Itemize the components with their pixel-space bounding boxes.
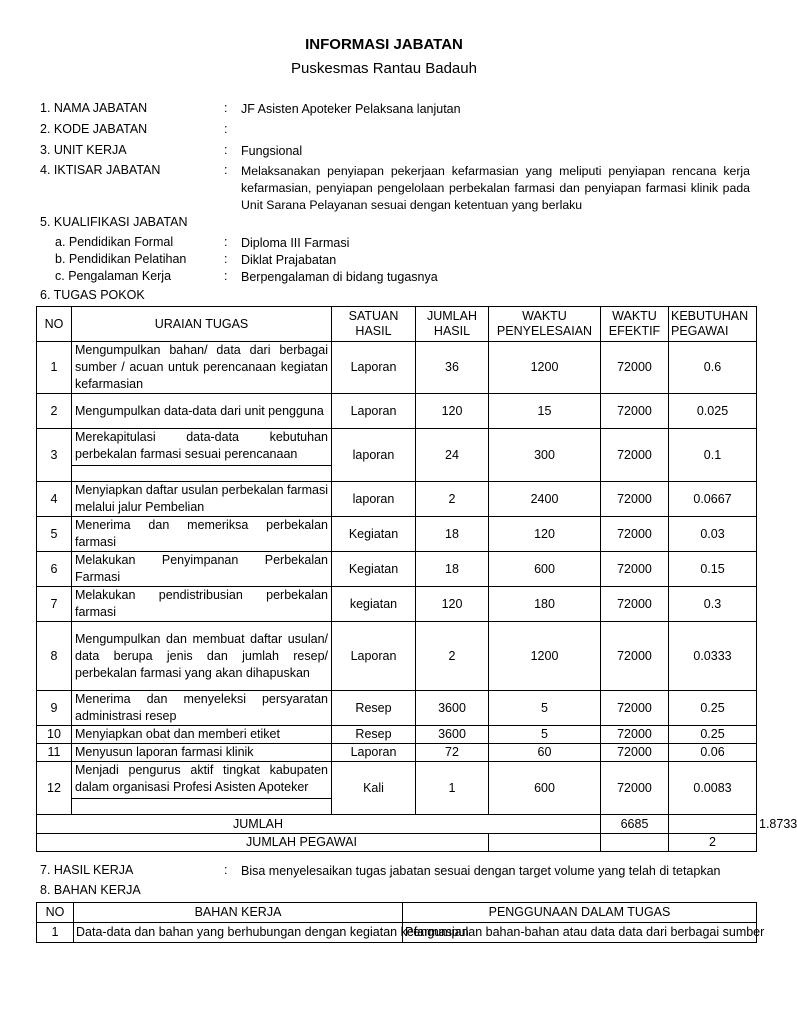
jumlah-pegawai-blank <box>601 834 669 852</box>
cell-efektif: 72000 <box>601 517 669 552</box>
field-separator: : <box>224 143 228 157</box>
field-separator: : <box>224 863 228 877</box>
cell-uraian: Menyiapkan obat dan memberi etiket <box>72 726 332 744</box>
cell-jumlah: 120 <box>416 394 489 429</box>
header-no: NO <box>37 307 72 342</box>
cell-waktu: 60 <box>489 744 601 762</box>
cell-kebutuhan: 0.0333 <box>669 622 757 691</box>
cell-waktu: 180 <box>489 587 601 622</box>
table-header-row <box>37 903 757 923</box>
field-separator: : <box>224 122 228 136</box>
field-separator: : <box>224 269 228 283</box>
table-row <box>37 744 757 762</box>
table-header-row <box>37 307 757 342</box>
page-title: INFORMASI JABATAN <box>305 36 463 53</box>
cell-uraian: Menyiapkan daftar usulan perbekalan farmasi melalui jalur Pembelian <box>72 482 332 517</box>
cell-waktu: 2400 <box>489 482 601 517</box>
bahan-kerja-table <box>36 902 765 943</box>
jumlah-pegawai-blank <box>489 834 601 852</box>
field-value: Fungsional <box>241 144 303 158</box>
header-efektif: WAKTU EFEKTIF <box>601 307 669 342</box>
cell-uraian: Melakukan Penyimpanan Perbekalan Farmasi <box>72 552 332 587</box>
cell-uraian: Mengumpulkan dan membuat daftar usulan/ data berupa jenis dan jumlah resep/ perbekalan farmasi yang akan dihapuskan <box>72 622 332 691</box>
cell-satuan: Resep <box>332 691 416 726</box>
cell-kebutuhan: 0.06 <box>669 744 757 762</box>
cell-no: 12 <box>37 762 72 815</box>
cell-uraian: Melakukan pendistribusian perbekalan farmasi <box>72 587 332 622</box>
cell-waktu: 600 <box>489 762 601 815</box>
cell-no: 5 <box>37 517 72 552</box>
jumlah-row: JUMLAH 6685 1.8733 <box>37 815 757 834</box>
cell-jumlah: 24 <box>416 429 489 482</box>
table-row <box>37 517 757 552</box>
cell-satuan: kegiatan <box>332 587 416 622</box>
table-row <box>37 342 757 394</box>
cell-jumlah: 120 <box>416 587 489 622</box>
field-separator: : <box>224 252 228 266</box>
cell-divider <box>72 465 331 481</box>
field-label: 2. KODE JABATAN <box>40 122 148 136</box>
cell-waktu: 5 <box>489 726 601 744</box>
field-iktisar-jabatan <box>40 163 750 215</box>
cell-satuan: Laporan <box>332 744 416 762</box>
table-row <box>37 587 757 622</box>
table-row <box>37 691 757 726</box>
header-uraian: URAIAN TUGAS <box>72 307 332 342</box>
field-unit-kerja <box>40 143 750 160</box>
section-bahan-kerja: 8. BAHAN KERJA <box>40 883 141 897</box>
cell-jumlah: 2 <box>416 622 489 691</box>
table-row <box>37 552 757 587</box>
header-penggunaan: PENGGUNAAN DALAM TUGAS <box>403 903 757 923</box>
cell-satuan: Laporan <box>332 342 416 394</box>
cell-no: 10 <box>37 726 72 744</box>
cell-efektif: 72000 <box>601 762 669 815</box>
field-label: 1. NAMA JABATAN <box>40 101 148 115</box>
header-waktu: WAKTU PENYELESAIAN <box>489 307 601 342</box>
field-value: Melaksanakan penyiapan pekerjaan kefarmasian yang meliputi penyiapan rencana kerja kefarmasian, penyiapan pengelolaan perbekalan farmasi dan penyiapan farmasi klinik pada Unit Sarana Pelayanan sesuai dengan ketentuan yang berlaku <box>241 164 750 212</box>
cell-satuan: Resep <box>332 726 416 744</box>
cell-uraian <box>72 429 332 482</box>
field-value: JF Asisten Apoteker Pelaksana lanjutan <box>241 102 461 116</box>
cell-no: 1 <box>37 923 74 943</box>
table-row <box>37 923 757 943</box>
cell-kebutuhan: 0.1 <box>669 429 757 482</box>
field-pendidikan-pelatihan <box>40 252 750 269</box>
header-no: NO <box>37 903 74 923</box>
section-tugas-pokok: 6. TUGAS POKOK <box>40 288 145 302</box>
cell-satuan: Kegiatan <box>332 517 416 552</box>
field-value: Bisa menyelesaikan tugas jabatan sesuai dengan target volume yang telah di tetapkan <box>241 864 721 878</box>
cell-no: 3 <box>37 429 72 482</box>
header-jumlah: JUMLAH HASIL <box>416 307 489 342</box>
cell-jumlah: 1 <box>416 762 489 815</box>
cell-jumlah: 3600 <box>416 726 489 744</box>
cell-waktu: 1200 <box>489 342 601 394</box>
cell-efektif: 72000 <box>601 342 669 394</box>
header-satuan: SATUAN HASIL <box>332 307 416 342</box>
cell-satuan: Kali <box>332 762 416 815</box>
header-kebutuhan: KEBUTUHAN PEGAWAI <box>669 307 757 342</box>
section-kualifikasi: 5. KUALIFIKASI JABATAN <box>40 215 188 229</box>
cell-jumlah: 18 <box>416 552 489 587</box>
cell-bahan: Data-data dan bahan yang berhubungan dengan kegiatan kefarmasian <box>74 923 403 943</box>
cell-satuan: Laporan <box>332 394 416 429</box>
table-row <box>37 482 757 517</box>
cell-efektif: 72000 <box>601 587 669 622</box>
cell-satuan: laporan <box>332 482 416 517</box>
cell-uraian: Mengumpulkan data-data dari unit pengguna <box>72 394 332 429</box>
jumlah-pegawai-value: 2 <box>669 834 757 852</box>
field-value: Berpengalaman di bidang tugasnya <box>241 270 438 284</box>
cell-jumlah: 2 <box>416 482 489 517</box>
cell-jumlah: 36 <box>416 342 489 394</box>
field-pendidikan-formal <box>40 235 750 252</box>
cell-jumlah: 72 <box>416 744 489 762</box>
cell-waktu: 300 <box>489 429 601 482</box>
cell-satuan: Kegiatan <box>332 552 416 587</box>
page-subtitle: Puskesmas Rantau Badauh <box>291 60 477 77</box>
cell-penggunaan: Pengumpulan bahan-bahan atau data data dari berbagai sumber <box>403 923 757 943</box>
cell-jumlah: 18 <box>416 517 489 552</box>
field-hasil-kerja <box>40 863 750 880</box>
cell-efektif: 72000 <box>601 691 669 726</box>
cell-satuan: Laporan <box>332 622 416 691</box>
cell-efektif: 72000 <box>601 552 669 587</box>
cell-uraian-text: Menjadi pengurus aktif tingkat kabupaten dalam organisasi Profesi Asisten Apoteker <box>75 763 328 794</box>
cell-uraian <box>72 762 332 815</box>
jumlah-pegawai-label: JUMLAH PEGAWAI <box>37 834 489 852</box>
cell-uraian: Mengumpulkan bahan/ data dari berbagai sumber / acuan untuk perencanaan kegiatan kefarmasian <box>72 342 332 394</box>
cell-no: 9 <box>37 691 72 726</box>
field-separator: : <box>224 235 228 249</box>
cell-no: 2 <box>37 394 72 429</box>
field-nama-jabatan <box>40 101 750 118</box>
field-value: Diploma III Farmasi <box>241 236 350 250</box>
jumlah-label: JUMLAH <box>37 815 601 834</box>
cell-no: 7 <box>37 587 72 622</box>
field-kode-jabatan <box>40 122 750 139</box>
cell-efektif: 72000 <box>601 744 669 762</box>
cell-no: 6 <box>37 552 72 587</box>
cell-kebutuhan: 0.03 <box>669 517 757 552</box>
cell-waktu: 120 <box>489 517 601 552</box>
cell-no: 1 <box>37 342 72 394</box>
tugas-pokok-table <box>36 306 797 852</box>
jumlah-blank <box>669 815 757 834</box>
field-value: Diklat Prajabatan <box>241 253 337 267</box>
cell-jumlah: 3600 <box>416 691 489 726</box>
table-row <box>37 762 757 815</box>
cell-kebutuhan: 0.025 <box>669 394 757 429</box>
cell-kebutuhan: 0.6 <box>669 342 757 394</box>
cell-waktu: 5 <box>489 691 601 726</box>
cell-uraian: Menerima dan menyeleksi persyaratan administrasi resep <box>72 691 332 726</box>
field-label: 7. HASIL KERJA <box>40 863 134 877</box>
field-label: c. Pengalaman Kerja <box>55 269 172 283</box>
field-label: b. Pendidikan Pelatihan <box>55 252 187 266</box>
cell-waktu: 1200 <box>489 622 601 691</box>
cell-no: 8 <box>37 622 72 691</box>
field-label: a. Pendidikan Formal <box>55 235 174 249</box>
field-separator: : <box>224 101 228 115</box>
field-separator: : <box>224 163 228 177</box>
cell-waktu: 15 <box>489 394 601 429</box>
cell-kebutuhan: 0.0083 <box>669 762 757 815</box>
cell-kebutuhan: 0.3 <box>669 587 757 622</box>
field-label: 4. IKTISAR JABATAN <box>40 163 161 177</box>
field-label: 3. UNIT KERJA <box>40 143 127 157</box>
cell-uraian-text: Merekapitulasi data-data kebutuhan perbekalan farmasi sesuai perencanaan <box>75 430 328 461</box>
cell-efektif: 72000 <box>601 429 669 482</box>
cell-no: 11 <box>37 744 72 762</box>
cell-uraian: Menyusun laporan farmasi klinik <box>72 744 332 762</box>
cell-kebutuhan: 0.15 <box>669 552 757 587</box>
field-pengalaman-kerja <box>40 269 750 286</box>
cell-uraian: Menerima dan memeriksa perbekalan farmasi <box>72 517 332 552</box>
jumlah-pegawai-row <box>37 834 757 852</box>
cell-efektif: 72000 <box>601 622 669 691</box>
cell-efektif: 72000 <box>601 482 669 517</box>
cell-efektif: 72000 <box>601 726 669 744</box>
cell-divider <box>72 798 331 814</box>
table-row <box>37 622 757 691</box>
table-row <box>37 726 757 744</box>
table-row <box>37 394 757 429</box>
cell-efektif: 72000 <box>601 394 669 429</box>
cell-kebutuhan: 0.25 <box>669 726 757 744</box>
cell-no: 4 <box>37 482 72 517</box>
cell-waktu: 600 <box>489 552 601 587</box>
cell-satuan: laporan <box>332 429 416 482</box>
cell-kebutuhan: 0.25 <box>669 691 757 726</box>
cell-kebutuhan: 0.0667 <box>669 482 757 517</box>
tugas-pokok-body <box>37 342 797 852</box>
header-bahan: BAHAN KERJA <box>74 903 403 923</box>
jumlah-waktu: 6685 <box>601 815 669 834</box>
table-row <box>37 429 757 482</box>
